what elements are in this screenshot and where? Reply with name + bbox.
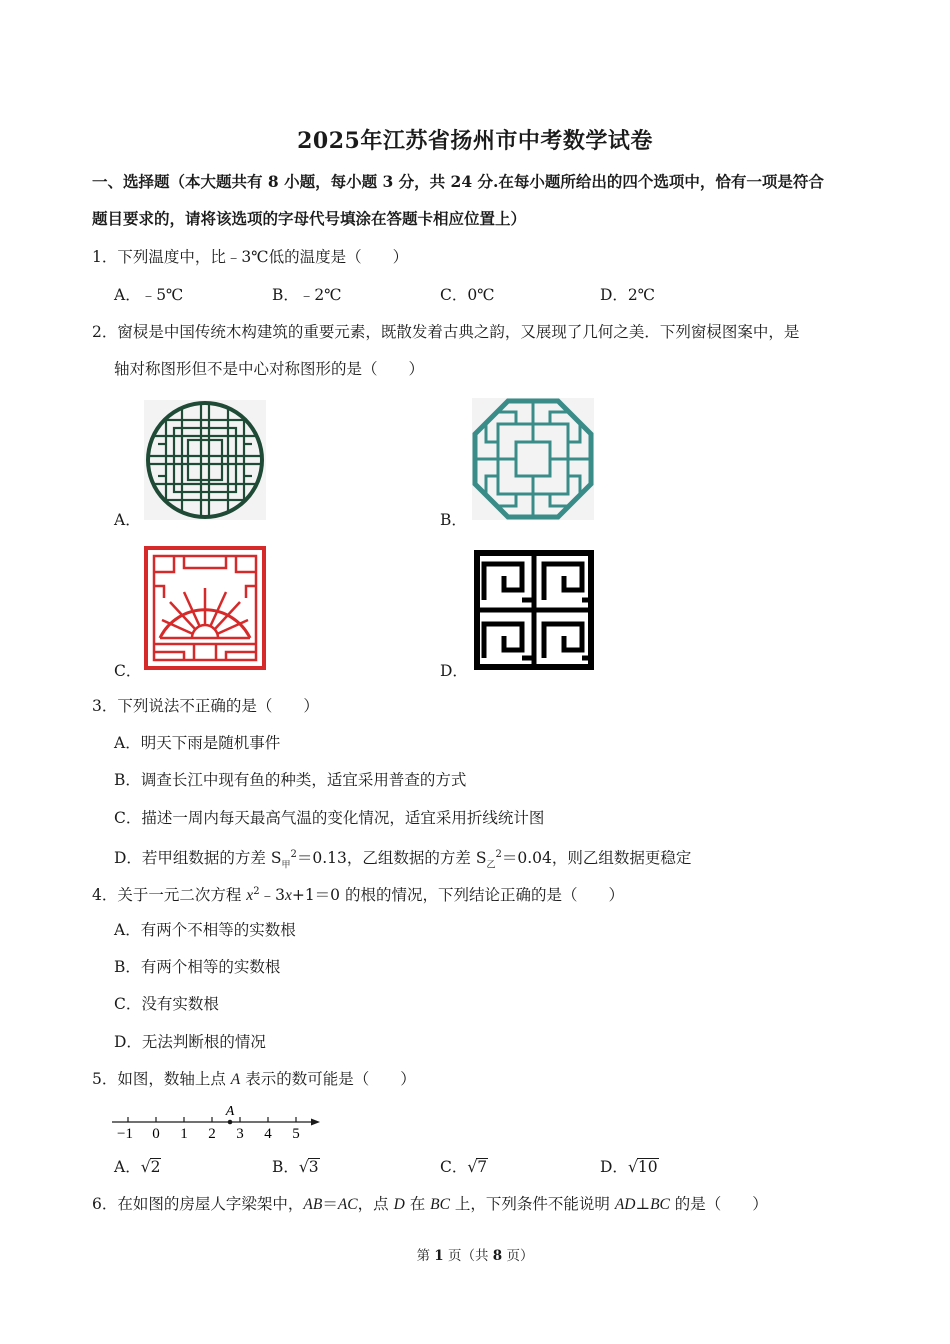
q5-option-a [114, 1157, 161, 1177]
q4-option-a: A．有两个不相等的实数根 [114, 921, 296, 939]
footer-total-pages: 8 [492, 1248, 503, 1264]
q5-c-sqrt: √7 [467, 1158, 488, 1176]
q5-d-sqrt: √10 [627, 1158, 658, 1176]
q4-stem-mid: ﹣3 [259, 886, 285, 905]
q4-option-b: B．有两个相等的实数根 [114, 958, 281, 976]
section-heading-line2: 题目要求的，请将该选项的字母代号填涂在答题卡相应位置上） [92, 209, 527, 228]
q2-option-b-label: B． [440, 511, 467, 529]
q2-option-c-label: C． [114, 662, 142, 680]
q6-stem-pre: 6．在如图的房屋人字梁架中， [92, 1195, 304, 1213]
axis-label-3: 3 [236, 1126, 244, 1142]
q6-d: D [393, 1196, 405, 1213]
q4-sup-2: 2 [253, 886, 260, 897]
q4-stem-pre: 4．关于一元二次方程 [92, 886, 247, 905]
q5-c-radicand: 7 [477, 1158, 488, 1176]
axis-label-2: 2 [208, 1126, 216, 1142]
q5-number-line [108, 1100, 326, 1144]
q2-option-d-label: D． [440, 662, 468, 680]
q5-stem-post: 表示的数可能是（ ） [240, 1070, 416, 1088]
page-title: 2025年江苏省扬州市中考数学试卷 [297, 128, 653, 154]
q3-stem: 3．下列说法不正确的是（ ） [92, 697, 319, 715]
q6-mid1: ，点 [357, 1195, 394, 1213]
q2-stem-line1: 2．窗棂是中国传统木构建筑的重要元素，既散发着古典之韵，又展现了几何之美．下列窗棂图案中，是 [92, 323, 800, 341]
axis-label-1: 1 [180, 1126, 188, 1142]
q6-perp: ⊥ [635, 1195, 651, 1213]
q5-a-radicand: 2 [150, 1158, 161, 1176]
q6-eq: ＝ [322, 1195, 338, 1213]
q4-stem [92, 882, 624, 906]
point-a-label: A [225, 1104, 235, 1119]
q5-d-prefix: D． [600, 1158, 628, 1176]
q3-option-b: B．调查长江中现有鱼的种类，适宜采用普查的方式 [114, 771, 467, 789]
axis-label-minus1: −1 [117, 1126, 133, 1142]
q1-option-b: B．﹣2℃ [272, 286, 342, 304]
q1-option-c: C．0℃ [440, 286, 495, 304]
q2-figure-d-meander-lattice [474, 550, 594, 670]
q6-ad: AD [614, 1196, 636, 1213]
q6-bc: BC [430, 1196, 450, 1213]
q3-d-sub-jia: 甲 [281, 860, 291, 871]
q3-option-c: C．描述一周内每天最高气温的变化情况，适宜采用折线统计图 [114, 809, 545, 827]
q3-d-sub-yi: 乙 [486, 860, 496, 871]
q3-d-sup-2: 2 [495, 849, 502, 860]
q3-option-a: A．明天下雨是随机事件 [114, 734, 281, 752]
q3-d-text-pre: D．若甲组数据的方差 S [114, 849, 282, 868]
q5-b-sqrt: √3 [298, 1158, 319, 1176]
q5-var-a: A [230, 1071, 241, 1088]
q5-option-d [600, 1157, 659, 1177]
number-line-arrow [311, 1119, 320, 1126]
q5-a-prefix: A． [114, 1158, 141, 1176]
axis-label-0: 0 [152, 1126, 160, 1142]
axis-label-5: 5 [292, 1126, 300, 1142]
q6-ac: AC [337, 1196, 358, 1213]
q2-option-a-label: A． [114, 511, 141, 529]
axis-label-4: 4 [264, 1126, 272, 1142]
q4-option-d: D．无法判断根的情况 [114, 1033, 266, 1051]
q6-ab: AB [303, 1196, 323, 1213]
q6-stem [92, 1194, 768, 1215]
q4-option-c: C．没有实数根 [114, 995, 219, 1013]
q5-d-radicand: 10 [637, 1158, 658, 1176]
point-a-dot [228, 1120, 233, 1125]
section-heading-line1: 一、选择题（本大题共有 8 小题，每小题 3 分，共 24 分.在每小题所给出的四个选项中，恰有一项是符合 [92, 172, 824, 191]
q2-figure-a-round-lattice [144, 400, 266, 520]
q3-d-sup-1: 2 [290, 849, 297, 860]
q5-stem-pre: 5．如图，数轴上点 [92, 1070, 231, 1088]
q1-option-a: A．﹣5℃ [114, 286, 184, 304]
q4-stem-post: +1＝0 的根的情况，下列结论正确的是（ ） [291, 886, 624, 905]
q5-b-radicand: 3 [308, 1158, 319, 1176]
q4-var-x2: x [284, 887, 292, 905]
q6-bc2: BC [650, 1196, 670, 1213]
q2-figure-c-fan-lattice [144, 546, 266, 670]
q3-d-text-post: ＝0.04，则乙组数据更稳定 [501, 849, 692, 868]
q1-stem: 1．下列温度中，比﹣3℃低的温度是（ ） [92, 248, 409, 266]
q5-c-prefix: C． [440, 1158, 468, 1176]
q2-stem-line2: 轴对称图形但不是中心对称图形的是（ ） [114, 360, 425, 378]
q5-a-sqrt: √2 [140, 1158, 161, 1176]
q2-figure-b-octagon-lattice [472, 398, 594, 520]
footer-page-number: 1 [434, 1248, 444, 1264]
footer-mid: 页（共 [443, 1248, 493, 1264]
footer-pre: 第 [416, 1248, 435, 1264]
q5-b-prefix: B． [272, 1158, 299, 1176]
q6-mid2: 在 [404, 1195, 431, 1213]
page-footer [0, 1244, 950, 1264]
q4-var-x: x [246, 887, 254, 905]
q1-option-d: D．2℃ [600, 286, 656, 304]
q5-option-b [272, 1157, 320, 1177]
q3-d-text-mid: ＝0.13，乙组数据的方差 S [296, 849, 487, 868]
q5-stem [92, 1069, 416, 1090]
q6-mid3: 上，下列条件不能说明 [449, 1195, 615, 1213]
q3-option-d [114, 845, 691, 875]
q5-option-c [440, 1157, 488, 1177]
footer-post: 页） [502, 1248, 534, 1264]
q6-post: 的是（ ） [669, 1195, 768, 1213]
